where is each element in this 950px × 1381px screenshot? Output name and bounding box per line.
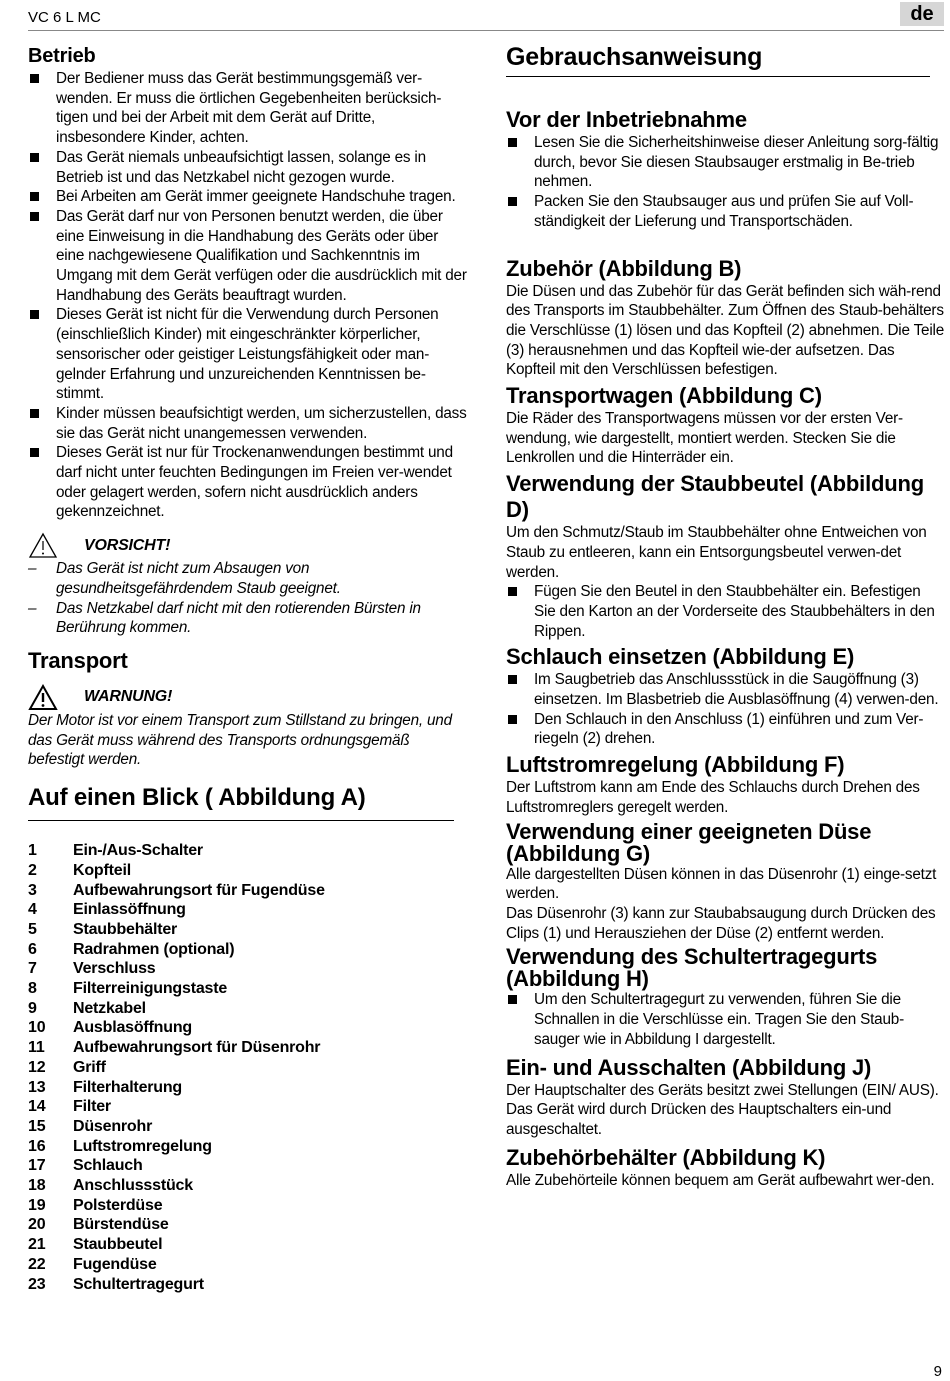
- section-title-einaus: Ein- und Ausschalten (Abbildung J): [506, 1054, 872, 1080]
- list-item: Das Gerät darf nur von Personen benutzt werden, die über eine Einweisung in die Handhabung des Geräts oder über eine nachgewiesene Qualifikation und Sachkenntnis im Umgang mit dem Gerät verfügen oder die ausdrücklich mit der Handhabung des Geräts beauftragt wurden.: [28, 207, 468, 306]
- page-number: 9: [933, 1363, 942, 1380]
- document-model: VC 6 L MC: [28, 9, 101, 26]
- list-item: Lesen Sie die Sicherheitshinweise dieser Anleitung sorg-fältig durch, bevor Sie diesen Staubsauger erstmalig in Be-trieb nehmen.: [506, 133, 946, 192]
- duese-text-2: Das Düsenrohr (3) kann zur Staubabsaugung durch Drücken des Clips (1) und Herausziehen der Düse (2) entfernt werden.: [506, 904, 936, 942]
- legend-label: Staubbehälter: [73, 920, 178, 938]
- zubehoerbehaelter-text: Alle Zubehörteile können bequem am Gerät aufbewahrt wer-den.: [506, 1171, 935, 1189]
- warning-heading: [28, 684, 468, 711]
- legend-item: [28, 1137, 468, 1157]
- warning-triangle-icon: [28, 684, 58, 711]
- legend-label: Bürstendüse: [73, 1216, 169, 1234]
- legend-item: [28, 1078, 468, 1098]
- list-item: Um den Schultertragegurt zu verwenden, führen Sie die Schnallen in die Verschlüsse ein. Tragen Sie den Staub-sauger wie in Abbildung I dargestellt.: [506, 990, 946, 1049]
- legend-number: 13: [28, 1078, 46, 1096]
- caution-item: – Das Netzkabel darf nicht mit den rotierenden Bürsten in Berührung kommen.: [28, 599, 468, 638]
- section-title-duese-line2: (Abbildung G): [506, 840, 651, 866]
- legend-label: Einlassöffnung: [73, 901, 186, 919]
- legend-label: Fugendüse: [73, 1255, 157, 1273]
- main-title-divider: [506, 76, 930, 77]
- legend-item: [28, 1018, 468, 1038]
- list-item: Dieses Gerät ist nur für Trockenanwendungen bestimmt und darf nicht unter feuchten Bedingungen im Freien ver-wendet oder gelagert werden, sofern nicht ausdrücklich anders gekennzeichnet.: [28, 443, 468, 522]
- caution-item: – Das Gerät ist nicht zum Absaugen von gesundheitsgefährdendem Staub geeignet.: [28, 559, 468, 598]
- section-title-overview: Auf einen Blick ( Abbildung A): [28, 784, 366, 812]
- list-item: Dieses Gerät ist nicht für die Verwendung durch Personen (einschließlich Kinder) mit eingeschränkter körperlicher, sensorischer oder geistiger Leistungsfähigkeit oder man-gelnder Erfahrung und unzureichenden Kenntnissen be-stimmt.: [28, 305, 468, 404]
- legend-label: Verschluss: [73, 960, 156, 978]
- legend-label: Aufbewahrungsort für Fugendüse: [73, 881, 325, 899]
- list-item: Fügen Sie den Beutel in den Staubbehälter ein. Befestigen Sie den Karton an der Vorderseite des Staubbehälters in den Rippen.: [506, 582, 946, 641]
- legend-label: Schlauch: [73, 1157, 143, 1175]
- overview-divider: [28, 820, 454, 821]
- language-badge: de: [900, 2, 944, 26]
- caution-heading: [28, 532, 468, 559]
- legend-label: Filterreinigungstaste: [73, 980, 228, 998]
- caution-triangle-icon: [28, 532, 58, 559]
- legend-number: 12: [28, 1058, 46, 1076]
- duese-text-1: Alle dargestellten Düsen können in das Düsenrohr (1) einge-setzt werden.: [506, 865, 937, 903]
- legend-item: [28, 881, 468, 901]
- legend-number: 4: [28, 901, 37, 919]
- section-title-luftstrom: Luftstromregelung (Abbildung F): [506, 752, 845, 778]
- legend-label: Filter: [73, 1098, 111, 1116]
- legend-number: 5: [28, 920, 37, 938]
- section-title-zubehoerbehaelter: Zubehörbehälter (Abbildung K): [506, 1144, 826, 1170]
- section-title-transport: Transport: [28, 647, 128, 673]
- list-item: Packen Sie den Staubsauger aus und prüfen Sie auf Voll-ständigkeit der Lieferung und Transportschäden.: [506, 192, 946, 231]
- legend-item: [28, 1235, 468, 1255]
- legend-item: [28, 1215, 468, 1235]
- section-title-schultergurt-line2: (Abbildung H): [506, 966, 649, 992]
- section-title-schlauch: Schlauch einsetzen (Abbildung E): [506, 644, 855, 670]
- transportwagen-text: Die Räder des Transportwagens müssen vor der ersten Ver-wendung, wie dargestellt, montiert werden. Stecken Sie die Lenkrollen und die Hinterräder ein.: [506, 410, 903, 467]
- list-item: Bei Arbeiten am Gerät immer geeignete Handschuhe tragen.: [28, 187, 468, 207]
- legend-number: 15: [28, 1117, 46, 1135]
- legend-number: 19: [28, 1196, 46, 1214]
- main-title: Gebrauchsanweisung: [506, 43, 763, 71]
- einaus-text: Der Hauptschalter des Geräts besitzt zwei Stellungen (EIN/ AUS). Das Gerät wird durch Drücken des Hauptschalters ein-und ausgeschaltet.: [506, 1081, 939, 1138]
- legend-label: Radrahmen (optional): [73, 940, 235, 958]
- legend-number: 7: [28, 960, 37, 978]
- legend-item: [28, 900, 468, 920]
- legend-item: [28, 1255, 468, 1275]
- legend-number: 22: [28, 1255, 46, 1273]
- list-item: Der Bediener muss das Gerät bestimmungsgemäß ver-wenden. Er muss die örtlichen Gegebenheiten berücksich-tigen und bei der Arbeit mit dem Gerät auf Dritte, insbesondere Kinder, achten.: [28, 69, 468, 148]
- legend-number: 18: [28, 1177, 46, 1195]
- warning-text: Der Motor ist vor einem Transport zum Stillstand zu bringen, und das Gerät muss während des Transports ordnungsgemäß befestigt werden.: [28, 711, 452, 769]
- legend-number: 9: [28, 999, 37, 1017]
- legend-label: Anschlussstück: [73, 1177, 193, 1195]
- section-title-staubbeutel: Verwendung der Staubbeutel (Abbildung D): [506, 471, 924, 523]
- legend-number: 11: [28, 1039, 45, 1057]
- legend-item: [28, 1196, 468, 1216]
- luftstrom-text: Der Luftstrom kann am Ende des Schlauchs durch Drehen des Luftstromreglers geregelt werden.: [506, 779, 920, 816]
- betrieb-list: [28, 69, 468, 522]
- legend-label: Polsterdüse: [73, 1196, 163, 1214]
- zubehoer-text: Die Düsen und das Zubehör für das Gerät befinden sich wäh-rend des Transports im Staubbehälter. Zum Öffnen des Staub-behälters die Verschlüsse (1) lösen und das Kopfteil (2) abnehmen. Die Teile (3) herausnehmen und das Kopfteil wie-der aufsetzen. Das Kopfteil mit den Verschlüssen befestigen.: [506, 282, 945, 379]
- legend-item: [28, 1117, 468, 1137]
- legend-item: [28, 1176, 468, 1196]
- legend-item: [28, 1038, 468, 1058]
- legend-label: Ein-/Aus-Schalter: [73, 842, 203, 860]
- legend-label: Ausblasöffnung: [73, 1019, 192, 1037]
- legend-item: [28, 959, 468, 979]
- warning-label: WARNUNG!: [84, 688, 173, 706]
- legend-label: Aufbewahrungsort für Düsenrohr: [73, 1039, 321, 1057]
- list-item: Den Schlauch in den Anschluss (1) einführen und zum Ver-riegeln (2) drehen.: [506, 710, 946, 749]
- legend-label: Luftstromregelung: [73, 1137, 212, 1155]
- legend-label: Filterhalterung: [73, 1078, 183, 1096]
- left-column: [28, 42, 468, 1294]
- list-item: Kinder müssen beaufsichtigt werden, um sicherzustellen, dass sie das Gerät nicht unangemessen verwenden.: [28, 404, 468, 443]
- list-item: Im Saugbetrieb das Anschlussstück in die Saugöffnung (3) einsetzen. Im Blasbetrieb die Ausblasöffnung (4) verwen-den.: [506, 670, 946, 709]
- legend-label: Kopfteil: [73, 861, 131, 879]
- legend-number: 21: [28, 1236, 46, 1254]
- header-divider: [28, 30, 944, 31]
- legend-number: 3: [28, 881, 37, 899]
- legend-number: 23: [28, 1275, 46, 1293]
- legend-label: Griff: [73, 1058, 106, 1076]
- legend-number: 6: [28, 940, 37, 958]
- legend-item: [28, 1275, 468, 1295]
- legend-label: Schultertragegurt: [73, 1275, 204, 1293]
- legend-item: [28, 999, 468, 1019]
- section-title-duese-line1: Verwendung einer geeigneten Düse: [506, 818, 872, 844]
- legend-item: [28, 940, 468, 960]
- legend-label: Netzkabel: [73, 999, 146, 1017]
- legend-item: [28, 920, 468, 940]
- section-title-schultergurt-line1: Verwendung des Schultertragegurts: [506, 944, 878, 970]
- legend-label: Düsenrohr: [73, 1117, 153, 1135]
- legend-number: 16: [28, 1137, 46, 1155]
- legend-item: [28, 979, 468, 999]
- legend-number: 1: [28, 842, 37, 860]
- legend-number: 2: [28, 861, 37, 879]
- right-column: [506, 42, 946, 1190]
- legend-number: 17: [28, 1157, 46, 1175]
- section-title-transportwagen: Transportwagen (Abbildung C): [506, 383, 822, 409]
- legend-item: [28, 1097, 468, 1117]
- section-title-vor-inbetriebnahme: Vor der Inbetriebnahme: [506, 107, 747, 132]
- legend-item: [28, 841, 468, 861]
- legend-number: 8: [28, 980, 37, 998]
- caution-label: VORSICHT!: [84, 536, 171, 554]
- list-item: Das Gerät niemals unbeaufsichtigt lassen, solange es in Betrieb ist und das Netzkabel nicht gezogen wurde.: [28, 148, 468, 187]
- legend-item: [28, 1156, 468, 1176]
- legend-label: Staubbeutel: [73, 1236, 163, 1254]
- legend-number: 20: [28, 1216, 46, 1234]
- legend-item: [28, 861, 468, 881]
- section-title-betrieb: Betrieb: [28, 45, 96, 67]
- legend-item: [28, 1058, 468, 1078]
- staubbeutel-text: Um den Schmutz/Staub im Staubbehälter ohne Entweichen von Staub zu entleeren, kann ein Entsorgungsbeutel verwen-det werden.: [506, 524, 927, 581]
- legend-number: 14: [28, 1098, 46, 1116]
- section-title-zubehoer: Zubehör (Abbildung B): [506, 255, 742, 281]
- legend-number: 10: [28, 1019, 46, 1037]
- component-legend: [28, 841, 468, 1294]
